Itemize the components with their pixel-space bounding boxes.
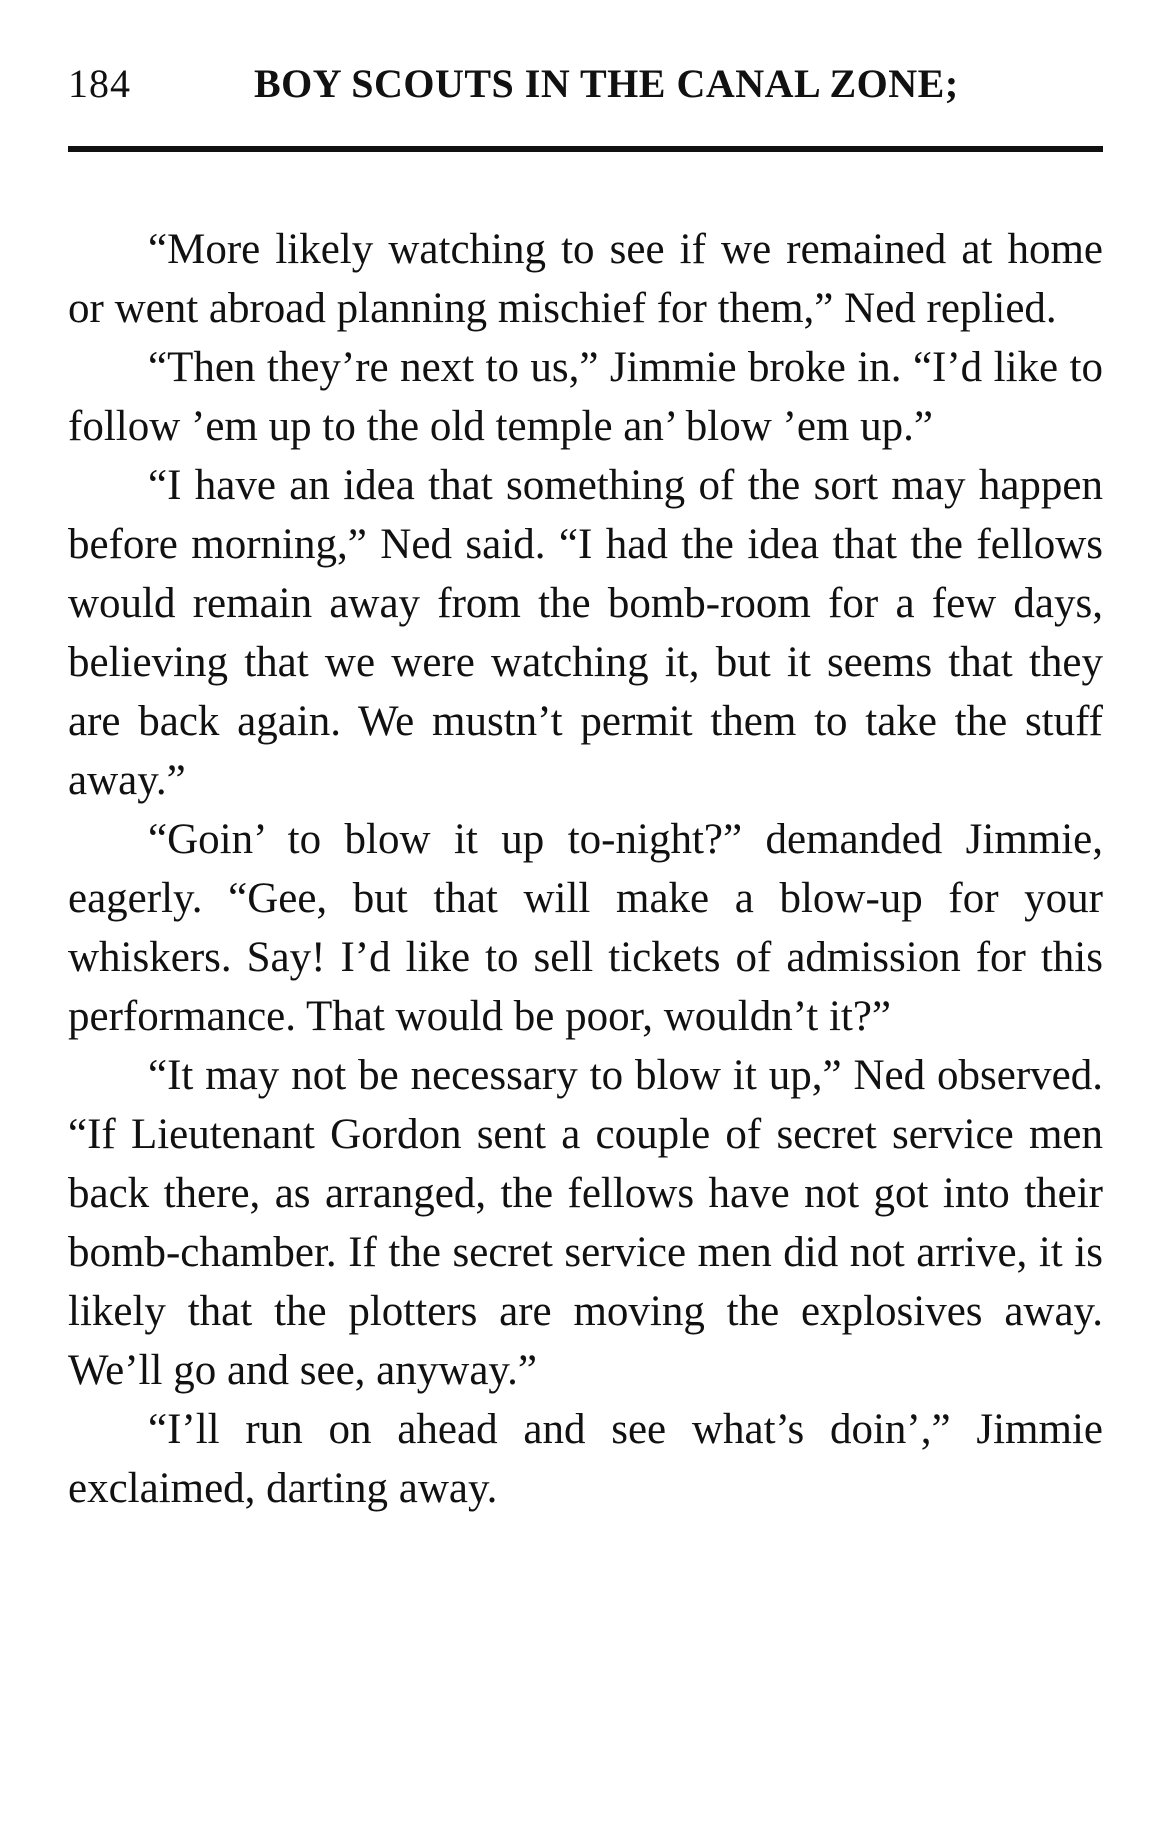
paragraph: “I’ll run on ahead and see what’s doin’,” Jimmie exclaimed, darting away.: [68, 1406, 1103, 1512]
paragraph: “I have an idea that something of the sort may happen before morning,” Ned said. “I had the idea that the fellows would remain away from the bomb-room for a few days, believing that we were watching it, but it seems that they are back again. We mustn’t permit them to take the stuff away.”: [68, 462, 1103, 804]
running-title: BOY SCOUTS IN THE CANAL ZONE;: [254, 61, 959, 106]
running-head: [68, 52, 1103, 122]
page-number: 184: [68, 61, 131, 106]
paragraph: “Then they’re next to us,” Jimmie broke in. “I’d like to follow ’em up to the old temple an’ blow ’em up.”: [68, 344, 1103, 450]
paragraph: “It may not be necessary to blow it up,” Ned observed. “If Lieutenant Gordon sent a couple of secret service men back there, as arranged, the fellows have not got into their bomb-chamber. If the secret service men did not arrive, it is likely that the plotters are moving the explosives away. We’ll go and see, anyway.”: [68, 1052, 1103, 1394]
body-text: [68, 220, 1103, 1518]
header-rule: [68, 146, 1103, 152]
paragraph: “More likely watching to see if we remained at home or went abroad planning mischief for them,” Ned replied.: [68, 226, 1103, 332]
paragraph: “Goin’ to blow it up to-night?” demanded Jimmie, eagerly. “Gee, but that will make a blow-up for your whiskers. Say! I’d like to sell tickets of admission for this performance. That would be poor, wouldn’t it?”: [68, 816, 1103, 1040]
